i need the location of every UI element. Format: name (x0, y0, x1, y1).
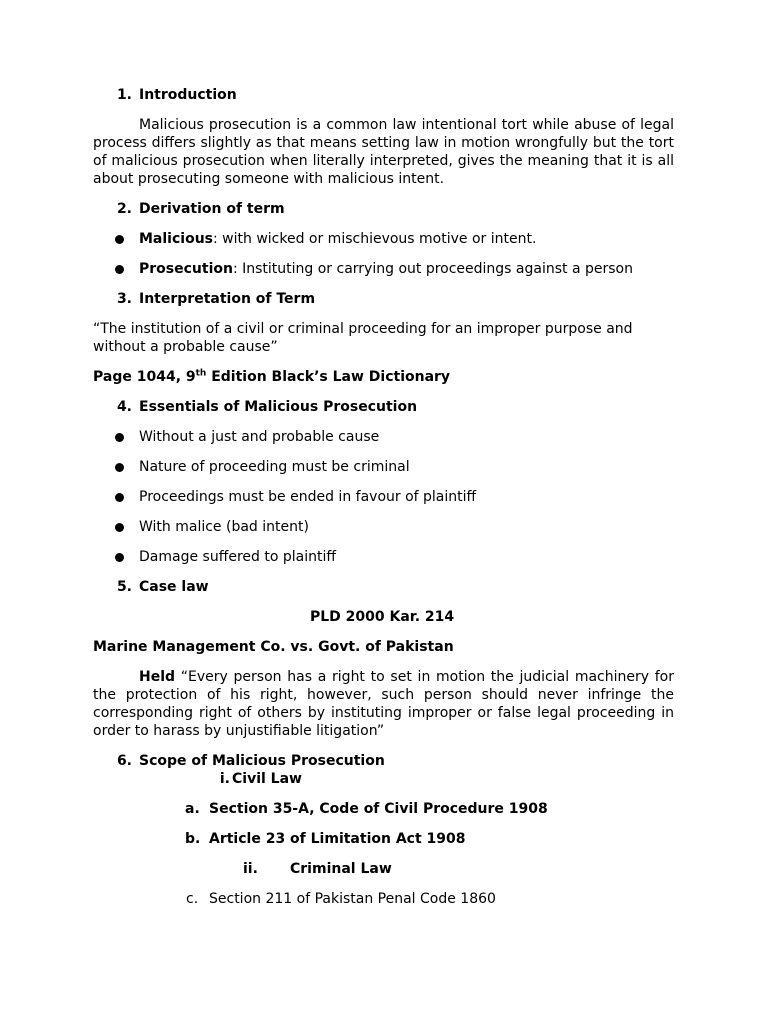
citation-pre: Page 1044, 9 (93, 369, 196, 385)
section-number: 4. (116, 399, 132, 415)
derivation-item (139, 260, 633, 278)
subsection-number: ii. (243, 861, 258, 877)
section-number: 6. (116, 753, 132, 769)
case-citation: PLD 2000 Kar. 214 (310, 609, 455, 625)
held-body (93, 668, 674, 740)
derivation-term: Malicious (139, 231, 213, 247)
civil-item: Section 35-A, Code of Civil Procedure 1908 (209, 801, 548, 817)
derivation-def: : with wicked or mischievous motive or intent. (213, 231, 537, 247)
essential-item: Without a just and probable cause (139, 429, 380, 445)
list-marker: a. (185, 801, 200, 817)
list-marker: b. (185, 831, 201, 847)
citation (93, 368, 450, 386)
quote-line: “The institution of a civil or criminal proceeding for an improper purpose and (93, 321, 633, 337)
section-heading-introduction: Introduction (139, 87, 237, 103)
section-number: 2. (116, 201, 132, 217)
criminal-item: Section 211 of Pakistan Penal Code 1860 (209, 891, 496, 907)
subsection-heading-criminal-law: Criminal Law (290, 861, 392, 877)
section-heading-interpretation: Interpretation of Term (139, 291, 316, 307)
bullet-icon (114, 548, 126, 566)
bullet-icon (114, 260, 126, 278)
citation-sup: th (195, 368, 207, 379)
intro-paragraph (93, 116, 674, 188)
held-paragraph (93, 668, 674, 740)
section-heading-case-law: Case law (139, 579, 209, 595)
essential-item: Damage suffered to plaintiff (139, 549, 336, 565)
held-label: Held (139, 669, 176, 685)
bullet-icon (114, 488, 126, 506)
derivation-term: Prosecution (139, 261, 233, 277)
bullet-icon (114, 458, 126, 476)
essential-item: Nature of proceeding must be criminal (139, 459, 410, 475)
bullet-icon (114, 428, 126, 446)
quote-line: without a probable cause” (93, 339, 278, 355)
derivation-item (139, 230, 536, 248)
subsection-heading-civil-law: Civil Law (232, 771, 302, 787)
bullet-icon (114, 230, 126, 248)
case-name: Marine Management Co. vs. Govt. of Pakistan (93, 639, 454, 655)
intro-text: Malicious prosecution is a common law intentional tort while abuse of legal process differs slightly as that means setting law in motion wrongfully but the tort of malicious prosecution when literally interpreted, gives the meaning that it is all about prosecuting someone with malicious intent. (93, 117, 674, 187)
section-number: 3. (116, 291, 132, 307)
citation-post: Edition Black’s Law Dictionary (206, 369, 451, 385)
held-text: “Every person has a right to set in motion the judicial machinery for the protection of his right, however, such person should never infringe the corresponding right of others by instituting improper or false legal proceeding in order to harass by unjustifiable litigation” (93, 669, 674, 739)
bullet-icon (114, 518, 126, 536)
derivation-def: : Instituting or carrying out proceedings against a person (232, 261, 633, 277)
section-number: 5. (116, 579, 132, 595)
section-heading-derivation: Derivation of term (139, 201, 285, 217)
list-marker: c. (186, 891, 199, 907)
essential-item: Proceedings must be ended in favour of plaintiff (139, 489, 477, 505)
civil-item: Article 23 of Limitation Act 1908 (209, 831, 466, 847)
section-heading-essentials: Essentials of Malicious Prosecution (139, 399, 418, 415)
section-heading-scope: Scope of Malicious Prosecution (139, 753, 385, 769)
essential-item: With malice (bad intent) (139, 519, 309, 535)
section-number: 1. (116, 87, 132, 103)
subsection-number: i. (219, 771, 230, 787)
